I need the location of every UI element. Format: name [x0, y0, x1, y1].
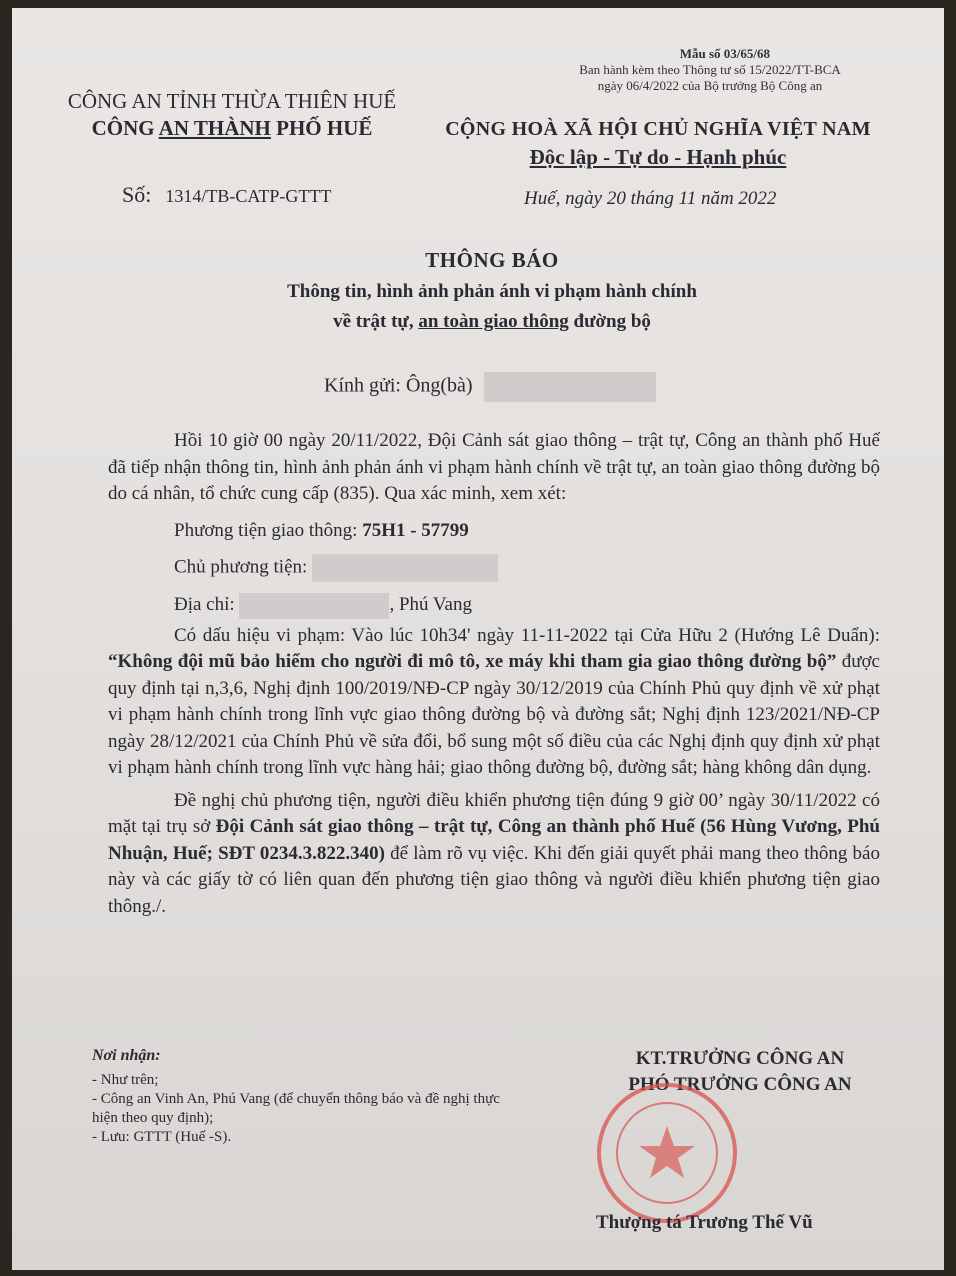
- recipients-heading: Nơi nhận:: [92, 1047, 161, 1064]
- address-label: Địa chỉ:: [174, 594, 235, 615]
- official-seal-stamp: [592, 1078, 742, 1228]
- document-page: [12, 8, 944, 1270]
- request-bold: Đội Cảnh sát giao thông – trật tự, Công an thành phố Huế (56 Hùng Vương, Phú Nhuận, Huế; SĐT 0234.3.822.340): [108, 816, 880, 864]
- sub-agency-post: PHỐ HUẾ: [270, 116, 373, 140]
- request-post: để làm rõ vụ việc. Khi đến giải quyết phải mang theo thông báo này và các giấy tờ có liên quan đến phương tiện giao thông và người điều khiển phương tiện giao thông./.: [108, 842, 880, 917]
- address-tail: , Phú Vang: [389, 594, 472, 615]
- form-reference: [560, 46, 860, 94]
- form-issued-line: Ban hành kèm theo Thông tư số 15/2022/TT-BCA: [579, 62, 841, 77]
- sub-agency-underlined: AN THÀNH: [158, 116, 271, 140]
- signer-name: Thượng tá Trương Thế Vũ: [596, 1212, 813, 1233]
- notice-title: [212, 248, 772, 333]
- violation-post: được quy định tại n,3,6, Nghị định 100/2019/NĐ-CP ngày 30/12/2019 của Chính Phủ quy định về xử phạt vi phạm hành chính trong lĩnh vực giao thông đường bộ và đường sắt; Nghị định 123/2021/NĐ-CP ngày 28/12/2021 của Chính Phủ về sửa đổi, bổ sung một số điều của các Nghị định quy định xử phạt vi phạm hành chính trong lĩnh vực hàng hải; giao thông đường bộ, đường sắt; hàng không dân dụng.: [108, 651, 880, 779]
- redacted-owner: [312, 554, 498, 582]
- place-date: Huế, ngày 20 tháng 11 năm 2022: [524, 188, 777, 209]
- title-sub2-post: đường bộ: [568, 311, 651, 332]
- vehicle-label: Phương tiện giao thông:: [174, 519, 363, 541]
- owner-label: Chủ phương tiện:: [174, 556, 308, 578]
- reference-value: 1314/TB-CATP-GTTT: [165, 186, 332, 206]
- reference-label: Số:: [122, 182, 152, 207]
- greeting-text: Kính gửi: Ông(bà): [324, 374, 473, 397]
- redacted-address: [239, 593, 389, 619]
- request-pre: Đề nghị chủ phương tiện, người điều khiển phương tiện đúng 9 giờ 00’ ngày 30/11/2022 có mặt tại trụ sở: [108, 789, 880, 838]
- sub-agency-pre: CÔNG: [91, 116, 159, 140]
- sub-agency: [52, 115, 412, 142]
- redacted-name: [484, 372, 656, 402]
- recipient-item: - Công an Vinh An, Phú Vang (để chuyển thông báo và đề nghị thực hiện theo quy định);: [92, 1091, 500, 1126]
- national-name: CỘNG HOÀ XÃ HỘI CHỦ NGHĨA VIỆT NAM: [445, 118, 871, 140]
- signer-title2: PHÓ TRƯỞNG CÔNG AN: [628, 1074, 852, 1095]
- paragraph-intro: Hồi 10 giờ 00 ngày 20/11/2022, Đội Cảnh sát giao thông – trật tự, Công an thành phố Huế đã tiếp nhận thông tin, hình ảnh phản ánh vi phạm hành chính về trật tự, an toàn giao thông đường bộ do cá nhân, tổ chức cung cấp (835). Qua xác minh, xem xét:: [108, 430, 880, 504]
- vehicle-line: [174, 518, 880, 545]
- recipient-item: - Lưu: GTTT (Huế -S).: [92, 1129, 232, 1145]
- notice-body: [108, 428, 880, 920]
- title-main: THÔNG BÁO: [425, 248, 559, 272]
- recipients: [92, 1046, 522, 1147]
- national-motto: Độc lập - Tự do - Hạnh phúc: [529, 145, 787, 169]
- recipient-item: - Như trên;: [92, 1072, 159, 1088]
- violation-bold: “Không đội mũ bảo hiểm cho người đi mô tô, xe máy khi tham gia giao thông đường bộ”: [108, 651, 837, 673]
- owner-line: [174, 554, 880, 582]
- title-sub2-pre: về trật tự,: [333, 311, 419, 332]
- issuing-agency: [52, 88, 412, 142]
- national-header: [438, 118, 878, 170]
- paragraph-request: [108, 788, 880, 921]
- title-sub2: [212, 311, 772, 333]
- violation-pre: Có dấu hiệu vi phạm: Vào lúc 10h34' ngày 11-11-2022 tại Cửa Hữu 2 (Hướng Lê Duẩn):: [174, 624, 880, 646]
- address-line: [174, 592, 880, 619]
- paragraph-violation: [108, 623, 880, 782]
- vehicle-plate: 75H1 - 57799: [362, 519, 469, 541]
- form-issued-date: ngày 06/4/2022 của Bộ trưởng Bộ Công an: [597, 78, 823, 93]
- parent-agency: CÔNG AN TỈNH THỪA THIÊN HUẾ: [67, 89, 397, 113]
- greeting: [324, 372, 656, 402]
- title-sub1: Thông tin, hình ảnh phản ánh vi phạm hành chính: [287, 281, 697, 302]
- signer-title1: KT.TRƯỞNG CÔNG AN: [635, 1048, 845, 1069]
- form-code: Mẫu số 03/65/68: [679, 46, 770, 61]
- title-sub2-underlined: an toàn giao thông: [418, 311, 569, 332]
- reference-number: [122, 182, 331, 208]
